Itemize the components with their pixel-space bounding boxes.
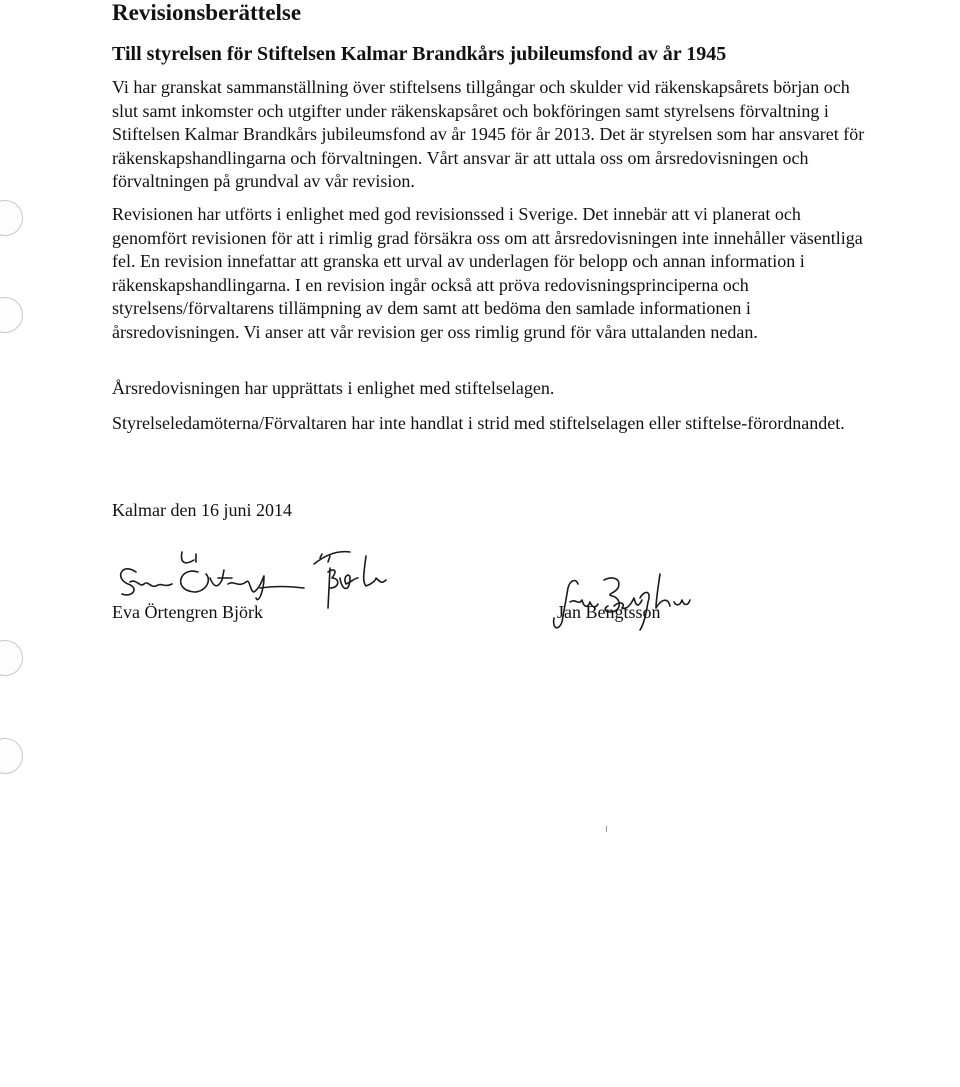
punch-hole [0,200,23,236]
paragraph-board-conduct: Styrelseledamöterna/Förvaltaren har inte handlat i strid med stiftelselagen eller stiftelse-förordnandet. [112,413,845,433]
paragraph-method: Revisionen har utförts i enlighet med god revisionssed i Sverige. Det innebär att vi planerat och genomfört revisionen för att i rimlig grad försäkra oss om att årsredovisningen inte innehåller väsentliga fel. En revision innefattar att granska ett urval av underlagen för belopp och annan information i räkenskapshandlingarna. I en revision ingår också att pröva redovisningsprinciperna och styrelsens/förvaltarens tillämpning av dem samt att bedöma den samlade informationen i årsredovisningen. Vi anser att vår revision ger oss rimlig grund för våra uttalanden nedan. [112,204,863,342]
signer-name: Jan Bengtsson [557,602,661,622]
page-title: Revisionsberättelse [112,0,302,25]
place-date: Kalmar den 16 juni 2014 [112,500,292,520]
punch-hole [0,640,23,676]
signer-name: Eva Örtengren Björk [112,602,263,622]
punch-hole [0,738,23,774]
paragraph-annual-report: Årsredovisningen har upprättats i enlighet med stiftelselagen. [112,378,555,398]
scan-speck [606,826,607,832]
paragraph-scope: Vi har granskat sammanställning över stiftelsens tillgångar och skulder vid räkenskapsårets början och slut samt inkomster och utgifter under räkenskapsåret och bokföringen samt styrelsens förvaltning i Stiftelsen Kalmar Brandkårs jubileumsfond av år 1945 för år 2013. Det är styrelsen som har ansvaret för räkenskapshandlingarna och förvaltningen. Vårt ansvar är att uttala oss om årsredovisningen och förvaltningen på grundval av vår revision. [112,77,865,192]
document-subtitle: Till styrelsen för Stiftelsen Kalmar Brandkårs jubileumsfond av år 1945 [112,43,727,65]
punch-hole [0,297,23,333]
